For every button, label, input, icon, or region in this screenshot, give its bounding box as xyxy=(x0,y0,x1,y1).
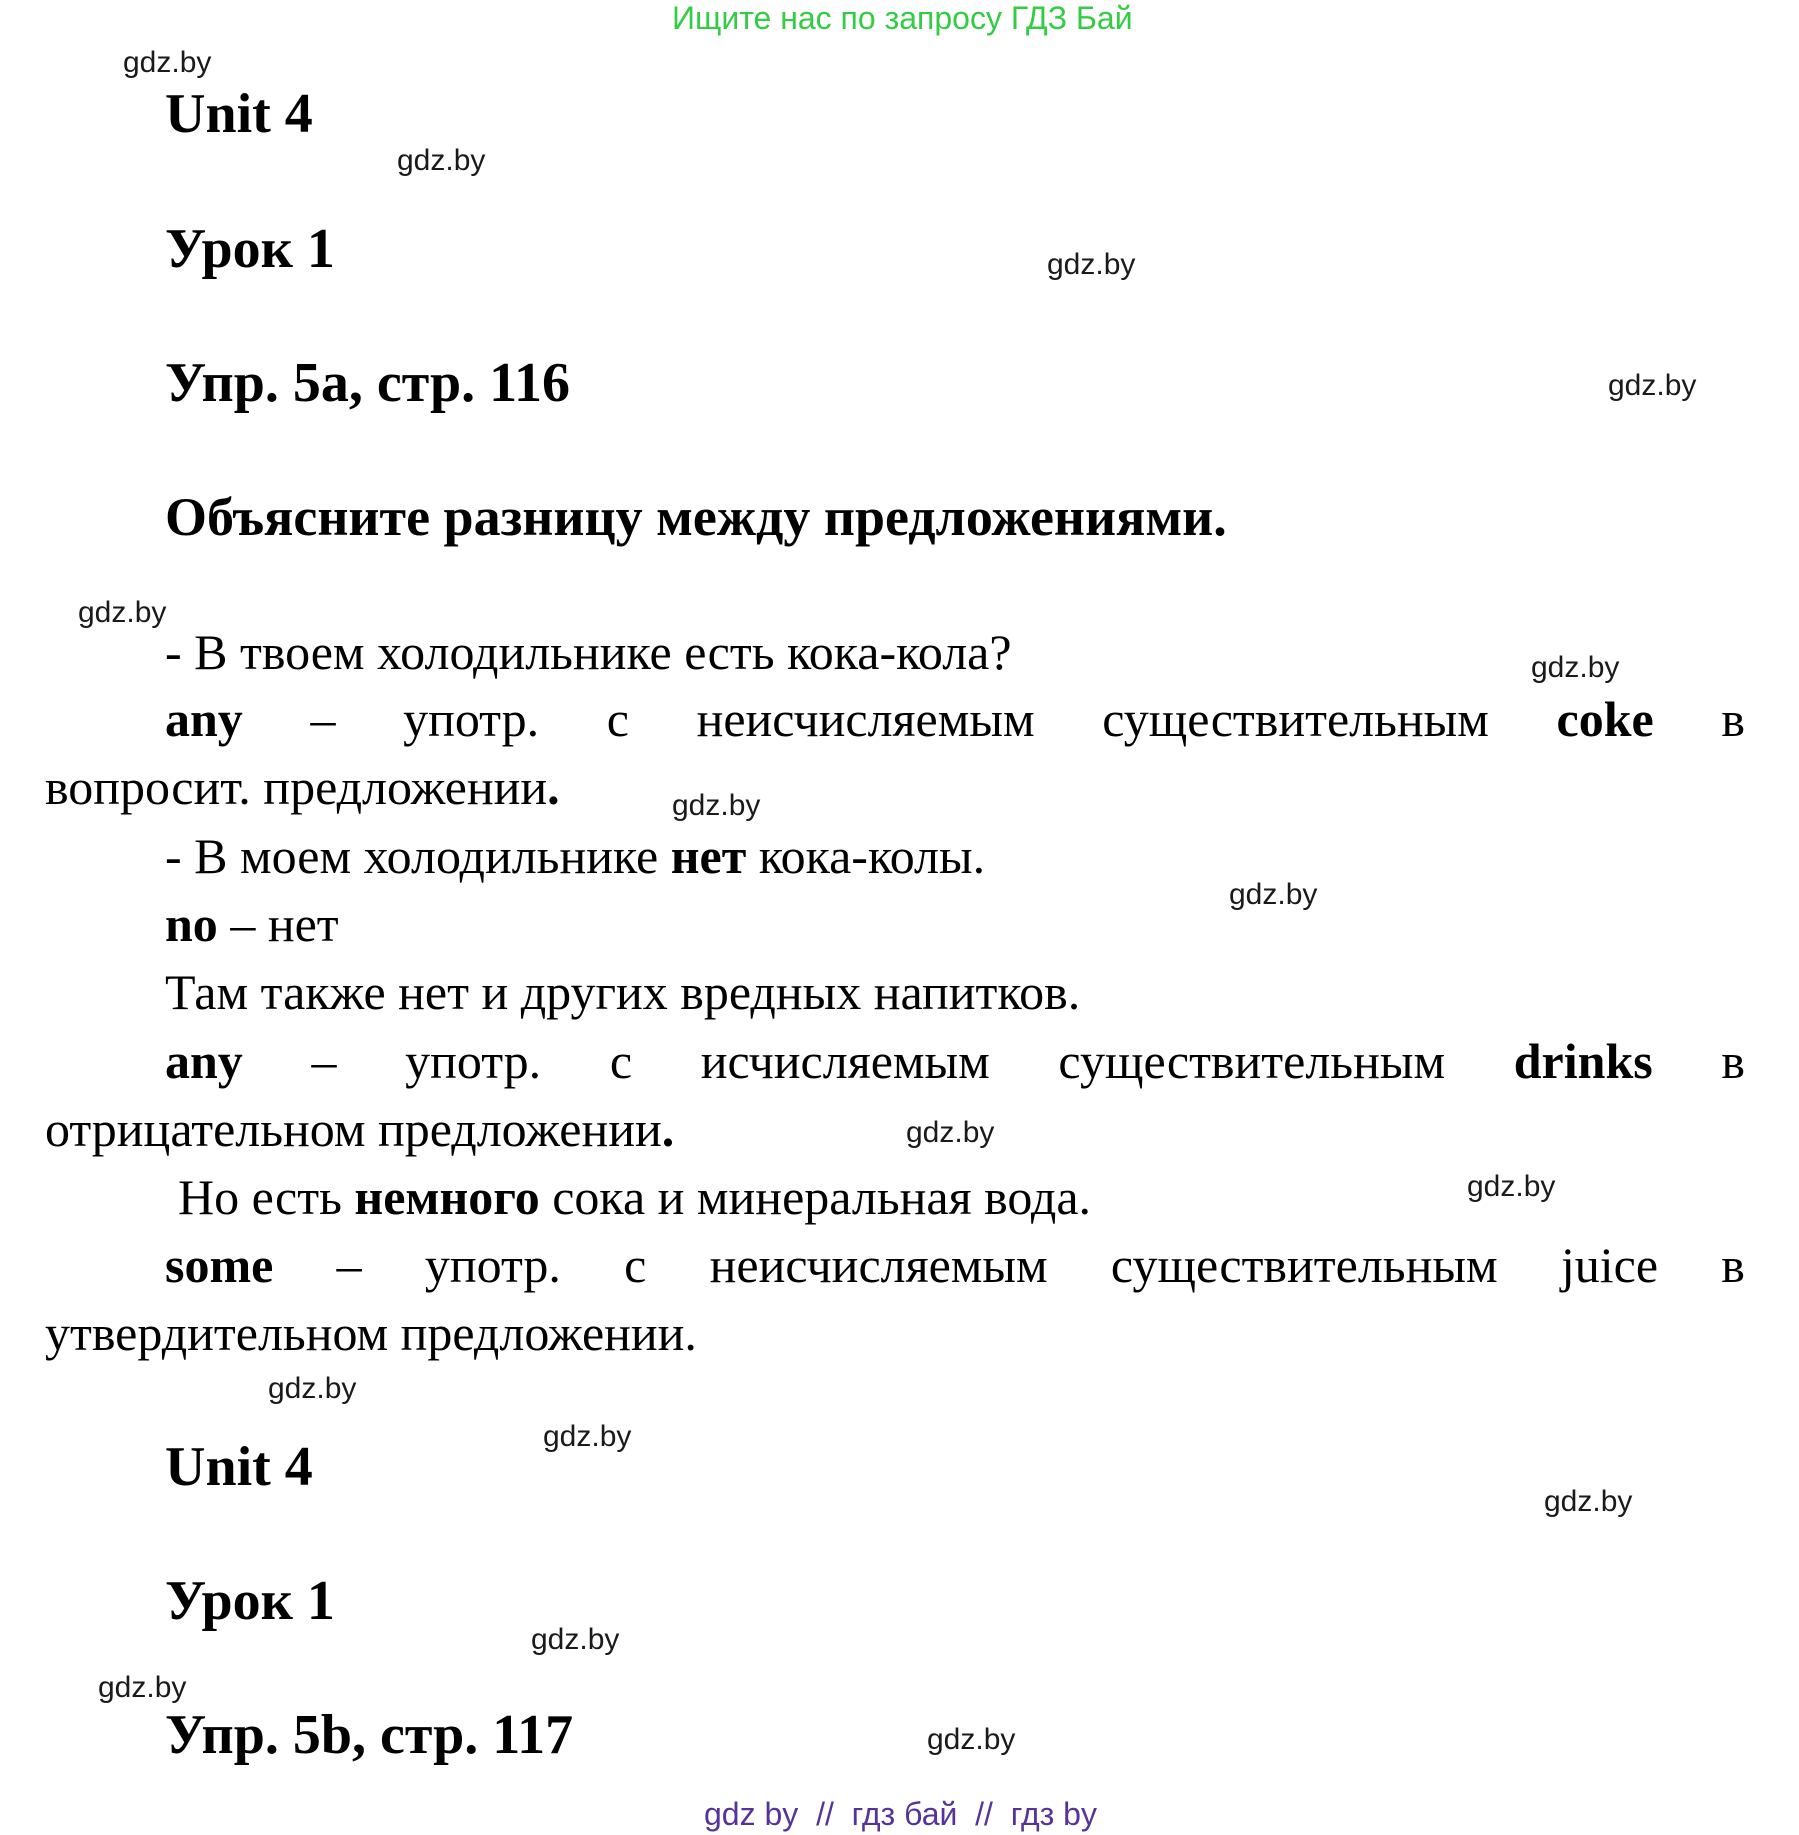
word: в xyxy=(1721,691,1745,747)
word: существительным xyxy=(1058,1033,1446,1089)
line-text: – нет xyxy=(217,896,339,952)
word: – xyxy=(310,691,336,747)
line-text: - В моем холодильнике xyxy=(165,828,671,884)
word: juice xyxy=(1560,1237,1659,1293)
word: в xyxy=(1721,1237,1745,1293)
line-text: сока и минеральная вода. xyxy=(539,1169,1092,1225)
line-text: вопросит. предложении xyxy=(45,759,548,815)
word: – xyxy=(311,1033,337,1089)
footer-links: gdz by // гдз бай // гдз by xyxy=(704,1796,1097,1832)
explanation-line xyxy=(165,1027,1745,1095)
line-text: Но есть xyxy=(178,1169,355,1225)
watermark: gdz.by xyxy=(531,1623,620,1656)
explanation-line-end xyxy=(45,753,560,821)
keyword: any xyxy=(165,1033,243,1089)
word: употр. xyxy=(424,1237,561,1293)
explanation-line-end xyxy=(45,1095,674,1163)
word: с xyxy=(606,691,629,747)
word: существительным xyxy=(1110,1237,1498,1293)
watermark: gdz.by xyxy=(1608,369,1697,402)
word: с xyxy=(609,1033,633,1089)
keyword: some xyxy=(165,1237,274,1293)
watermark: gdz.by xyxy=(397,144,486,177)
line-text: отрицательном предложении xyxy=(45,1101,662,1157)
watermark: gdz.by xyxy=(543,1420,632,1453)
answer-line xyxy=(165,822,985,890)
keyword: any xyxy=(165,691,243,747)
word: – xyxy=(336,1237,362,1293)
answer-line xyxy=(178,1163,1091,1231)
keyword: coke xyxy=(1556,691,1654,747)
watermark: gdz.by xyxy=(123,46,212,79)
line-dot: . xyxy=(661,1101,675,1157)
watermark: gdz.by xyxy=(268,1372,357,1405)
keyword: нет xyxy=(670,828,747,884)
word: употр. xyxy=(405,1033,542,1089)
lesson-heading: Урок 1 xyxy=(165,218,335,280)
unit-heading: Unit 4 xyxy=(165,83,313,145)
watermark: gdz.by xyxy=(927,1723,1016,1756)
task-heading: Объясните разницу между предложениями. xyxy=(165,487,1227,547)
watermark: gdz.by xyxy=(1229,878,1318,911)
definition-line xyxy=(165,890,339,958)
exercise-heading: Упр. 5b, стр. 117 xyxy=(165,1704,574,1766)
line-text: кока-колы. xyxy=(746,828,986,884)
top-banner: Ищите нас по запросу ГДЗ Бай xyxy=(672,0,1133,36)
explanation-line xyxy=(165,685,1745,753)
word: неисчисляемым xyxy=(709,1237,1048,1293)
watermark: gdz.by xyxy=(98,1671,187,1704)
sentence-line: Там также нет и других вредных напитков. xyxy=(165,964,1081,1020)
word: исчисляемым xyxy=(700,1033,990,1089)
unit-heading: Unit 4 xyxy=(165,1436,313,1498)
explanation-line-end: утвердительном предложении. xyxy=(45,1305,697,1361)
keyword: drinks xyxy=(1513,1033,1653,1089)
watermark: gdz.by xyxy=(78,596,167,629)
question-line: - В твоем холодильнике есть кока-кола? xyxy=(165,624,1012,680)
keyword: немного xyxy=(354,1169,540,1225)
line-dot: . xyxy=(547,759,560,815)
watermark: gdz.by xyxy=(672,789,761,822)
watermark: gdz.by xyxy=(1047,248,1136,281)
lesson-heading: Урок 1 xyxy=(165,1570,335,1632)
watermark: gdz.by xyxy=(1531,651,1620,684)
word: в xyxy=(1721,1033,1745,1089)
watermark: gdz.by xyxy=(906,1116,995,1149)
word: с xyxy=(624,1237,647,1293)
word: употр. xyxy=(403,691,540,747)
word: неисчисляемым xyxy=(696,691,1035,747)
exercise-heading: Упр. 5a, стр. 116 xyxy=(165,352,571,414)
word: существительным xyxy=(1102,691,1489,747)
explanation-line xyxy=(165,1231,1745,1299)
keyword: no xyxy=(165,896,218,952)
watermark: gdz.by xyxy=(1544,1485,1633,1518)
watermark: gdz.by xyxy=(1467,1170,1556,1203)
